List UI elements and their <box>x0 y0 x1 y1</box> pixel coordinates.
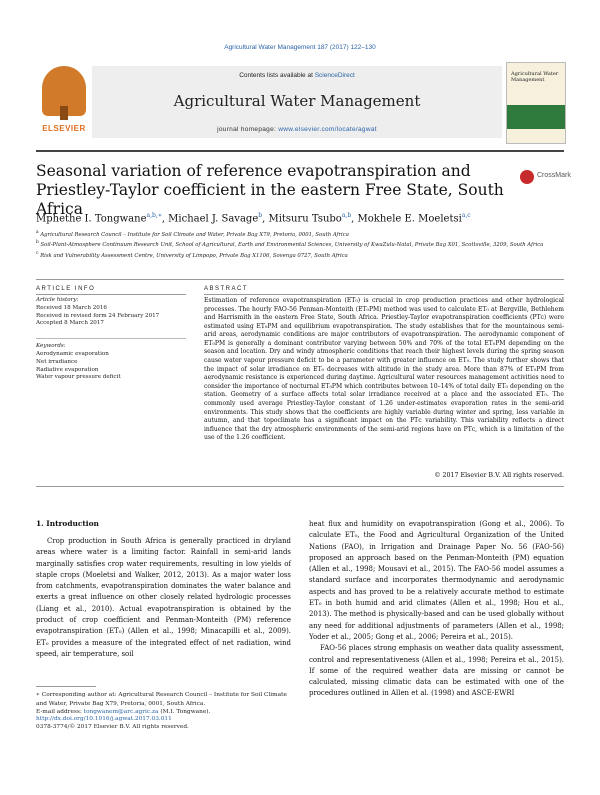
journal-citation[interactable]: Agricultural Water Management 187 (2017) 122–130 <box>224 44 376 51</box>
affiliations <box>36 229 564 260</box>
journal-cover-thumbnail[interactable] <box>506 62 566 144</box>
paragraph: Crop production in South Africa is generally practiced in dryland areas where water is a limiting factor. Rainfall in semi-arid lands marginally satisfies crop water requirements, resulting in low yields of staple crops (Moeletsi and Walker, 2012, 2013). As a major water loss from catchments, evapotranspiration dominates the water balance and exerts a great influence on other closely related hydrologic processes (Liang et al., 2010). Actual evapotranspiration is obtained by the product of crop coefficient and Penman-Monteith (PM) reference evapotranspiration (ET₀) (Allen et al., 1998; Minacapilli et al., 2009). ET₀ provides a measure of the integrated effect of net radiation, wind speed, air temperature, soil <box>36 537 291 658</box>
affiliation-item: $^c$ Risk and Vulnerability Assessment Centre, University of Limpopo, Private Bag X1106, Sovenga 0727, South Africa <box>36 250 348 259</box>
affiliation-item: $^b$ Soil-Plant-Atmosphere Continuum Research Unit, School of Agricultural, Earth and Environmental Sciences, University of KwaZulu-Natal, Private Bag X01, Scottsville, 3209, South Africa <box>36 240 544 249</box>
author-affil-marker[interactable]: a,c <box>461 212 471 219</box>
intro-left-column <box>36 536 291 660</box>
keyword: Aerodynamic evaporation <box>36 350 109 357</box>
author-list: Mphethe I. Tongwane$^{a,b,∗}$, Michael J. Savage$^b$, Mitsuru Tsubo$^{a,b}$, Mokhele E. Moeletsi$^{a,c}$ <box>36 212 471 225</box>
journal-masthead <box>36 62 564 148</box>
author-name[interactable]: Mphethe I. Tongwane <box>36 213 147 225</box>
email-line: E-mail address: tongwanem@arc.agric.za (M.I. Tongwane). <box>36 709 211 716</box>
keyword: Radiative evaporation <box>36 366 99 373</box>
history-label: Article history: <box>36 297 79 303</box>
keyword: Net irradiance <box>36 358 78 365</box>
author-name[interactable]: Mokhele E. Moeletsi <box>357 213 462 225</box>
contents-line: Contents lists available at ScienceDirect <box>239 72 355 79</box>
history-item: Received in revised form 24 February 2017 <box>36 312 160 319</box>
paragraph: FAO-56 places strong emphasis on weather data quality assessment, control and representativeness (Allen et al., 1998; Pereira et al., 2015). If some of the required weather data are missing or cannot be calculated, missing climatic data can be estimated with one of the procedures outlined in Allen et al. (1998) and ASCE-EWRI <box>309 644 564 698</box>
author-affil-marker[interactable]: b <box>258 212 263 219</box>
intro-right-column <box>309 519 564 700</box>
crossmark-badge[interactable]: CrossMark <box>520 170 564 186</box>
footnote <box>36 691 291 717</box>
masthead-band <box>92 66 502 138</box>
introduction-heading: 1. Introduction <box>36 519 99 528</box>
journal-homepage: journal homepage: www.elsevier.com/locate/agwat <box>217 126 377 133</box>
sciencedirect-link[interactable]: ScienceDirect <box>314 72 355 79</box>
header-divider <box>36 150 564 152</box>
affiliation-item: $^a$ Agricultural Research Council – Institute for Soil Climate and Water, Private Bag X79, Pretoria, 0001, South Africa <box>36 230 349 238</box>
cover-title: Agricultural Water Management <box>511 71 559 83</box>
paper-title: Seasonal variation of reference evapotranspiration and Priestley-Taylor coefficient in the eastern Free State, South Africa <box>36 162 504 218</box>
publisher-name: ELSEVIER <box>42 124 86 133</box>
abstract-copyright: © 2017 Elsevier B.V. All rights reserved. <box>434 472 564 479</box>
keyword: Water vapour pressure deficit <box>36 374 121 381</box>
history-item: Received 18 March 2016 <box>36 304 107 311</box>
history-item: Accepted 8 March 2017 <box>36 320 104 327</box>
corresponding-author-note: ∗ Corresponding author at: Agricultural Research Council – Institute for Soil Climate and Water, Private Bag X79, Pretoria, 0001, South Africa. <box>36 692 287 707</box>
footnote-divider <box>36 686 96 687</box>
journal-title: Agricultural Water Management <box>173 92 421 110</box>
abstract-text: Estimation of reference evapotranspiration (ET₀) is crucial in crop production practices and other hydrological processes. The hourly FAO-56 Penman-Monteith (ET₀PM) method was used to calculate ET₀ at Bergville, Bethlehem and Harrismith in the eastern Free State, South Africa. Priestley-Taylor evapotranspiration coefficients (PTᴄ) were estimated using ET₀PM and equilibrium evapotranspiration. The study establishes that for the mountainous semi-arid areas, aerodynamic conditions are major contributors of evapotranspiration. The aerodynamic component of ET₀PM is generally a dominant contributor varying between 50% and 70% of the total ET₀PM depending on the season and location. Dry and windy atmospheric conditions that reach their highest levels during the spring season cause water vapour pressure deficit to be a parameter with greater influence on ET₀. The study further shows that the impact of solar irradiance on ET₀ decreases with altitude in the study area. More than 87% of ET₀PM from aerodynamic resistance is experienced during daytime. Agricultural water resources management activities need to consider the importance of nocturnal ET₀PM which contributes between 10–14% of total daily ET₀ depending on the station. Geometry of a surface affects total solar irradiance received at a place and the associated ET₀. The commonly used average Priestley-Taylor constant of 1.26 under-estimates evaporation rates in the semi-arid environments. This study shows that the coefficients are highly variable during winter and spring, less variable in autumn, and that topoclimate has a significant impact on the PTᴄ variability. This variability reflects a direct influence that the dry atmospheric environments of the semi-arid regions have on PTᴄ, which is a limitation of the use of the 1.26 coefficient. <box>204 297 564 442</box>
email-link[interactable]: tongwanem@arc.agric.za <box>83 709 159 716</box>
elsevier-logo[interactable] <box>36 62 92 142</box>
author-affil-marker[interactable]: a,b <box>341 212 352 219</box>
keywords-label: Keywords: <box>36 343 66 350</box>
doi-link[interactable]: http://dx.doi.org/10.1016/j.agwat.2017.03.011 <box>36 716 172 722</box>
article-info-heading: ARTICLE INFO <box>36 286 96 292</box>
section-divider <box>36 279 564 280</box>
author-affil-marker[interactable]: a,b,∗ <box>146 212 162 219</box>
crossmark-icon <box>520 170 534 184</box>
doi-block <box>36 715 336 731</box>
issn-line: 0378-3774/© 2017 Elsevier B.V. All rights reserved. <box>36 724 189 731</box>
author-name[interactable]: Michael J. Savage <box>168 213 259 225</box>
article-info <box>36 297 186 382</box>
paragraph: heat flux and humidity on evapotranspiration (Gong et al., 2006). To calculate ET₀, the Food and Agricultural Organization of the United Nations (FAO), in Irrigation and Drainage Paper No. 56 (FAO-56) proposed an approach based on the Penman-Monteith (PM) equation (Allen et al., 1998; Mousavi et al., 2015). The FAO-56 model assumes a standard surface and incorporates thermodynamic and aerodynamic aspects and has proved to be a relatively accurate method to estimate ET₀ in both humid and arid climates (Allen et al., 1998; Hou et al., 2013). The method is physically-based and can be used globally without any need for additional adjustments of parameters (Allen et al., 1998; Yoder et al., 2005; Gong et al., 2006; Pereira et al., 2015). <box>309 520 564 641</box>
homepage-link[interactable]: www.elsevier.com/locate/agwat <box>278 126 377 133</box>
author-name[interactable]: Mitsuru Tsubo <box>268 213 342 225</box>
abstract-heading: ABSTRACT <box>204 286 249 292</box>
